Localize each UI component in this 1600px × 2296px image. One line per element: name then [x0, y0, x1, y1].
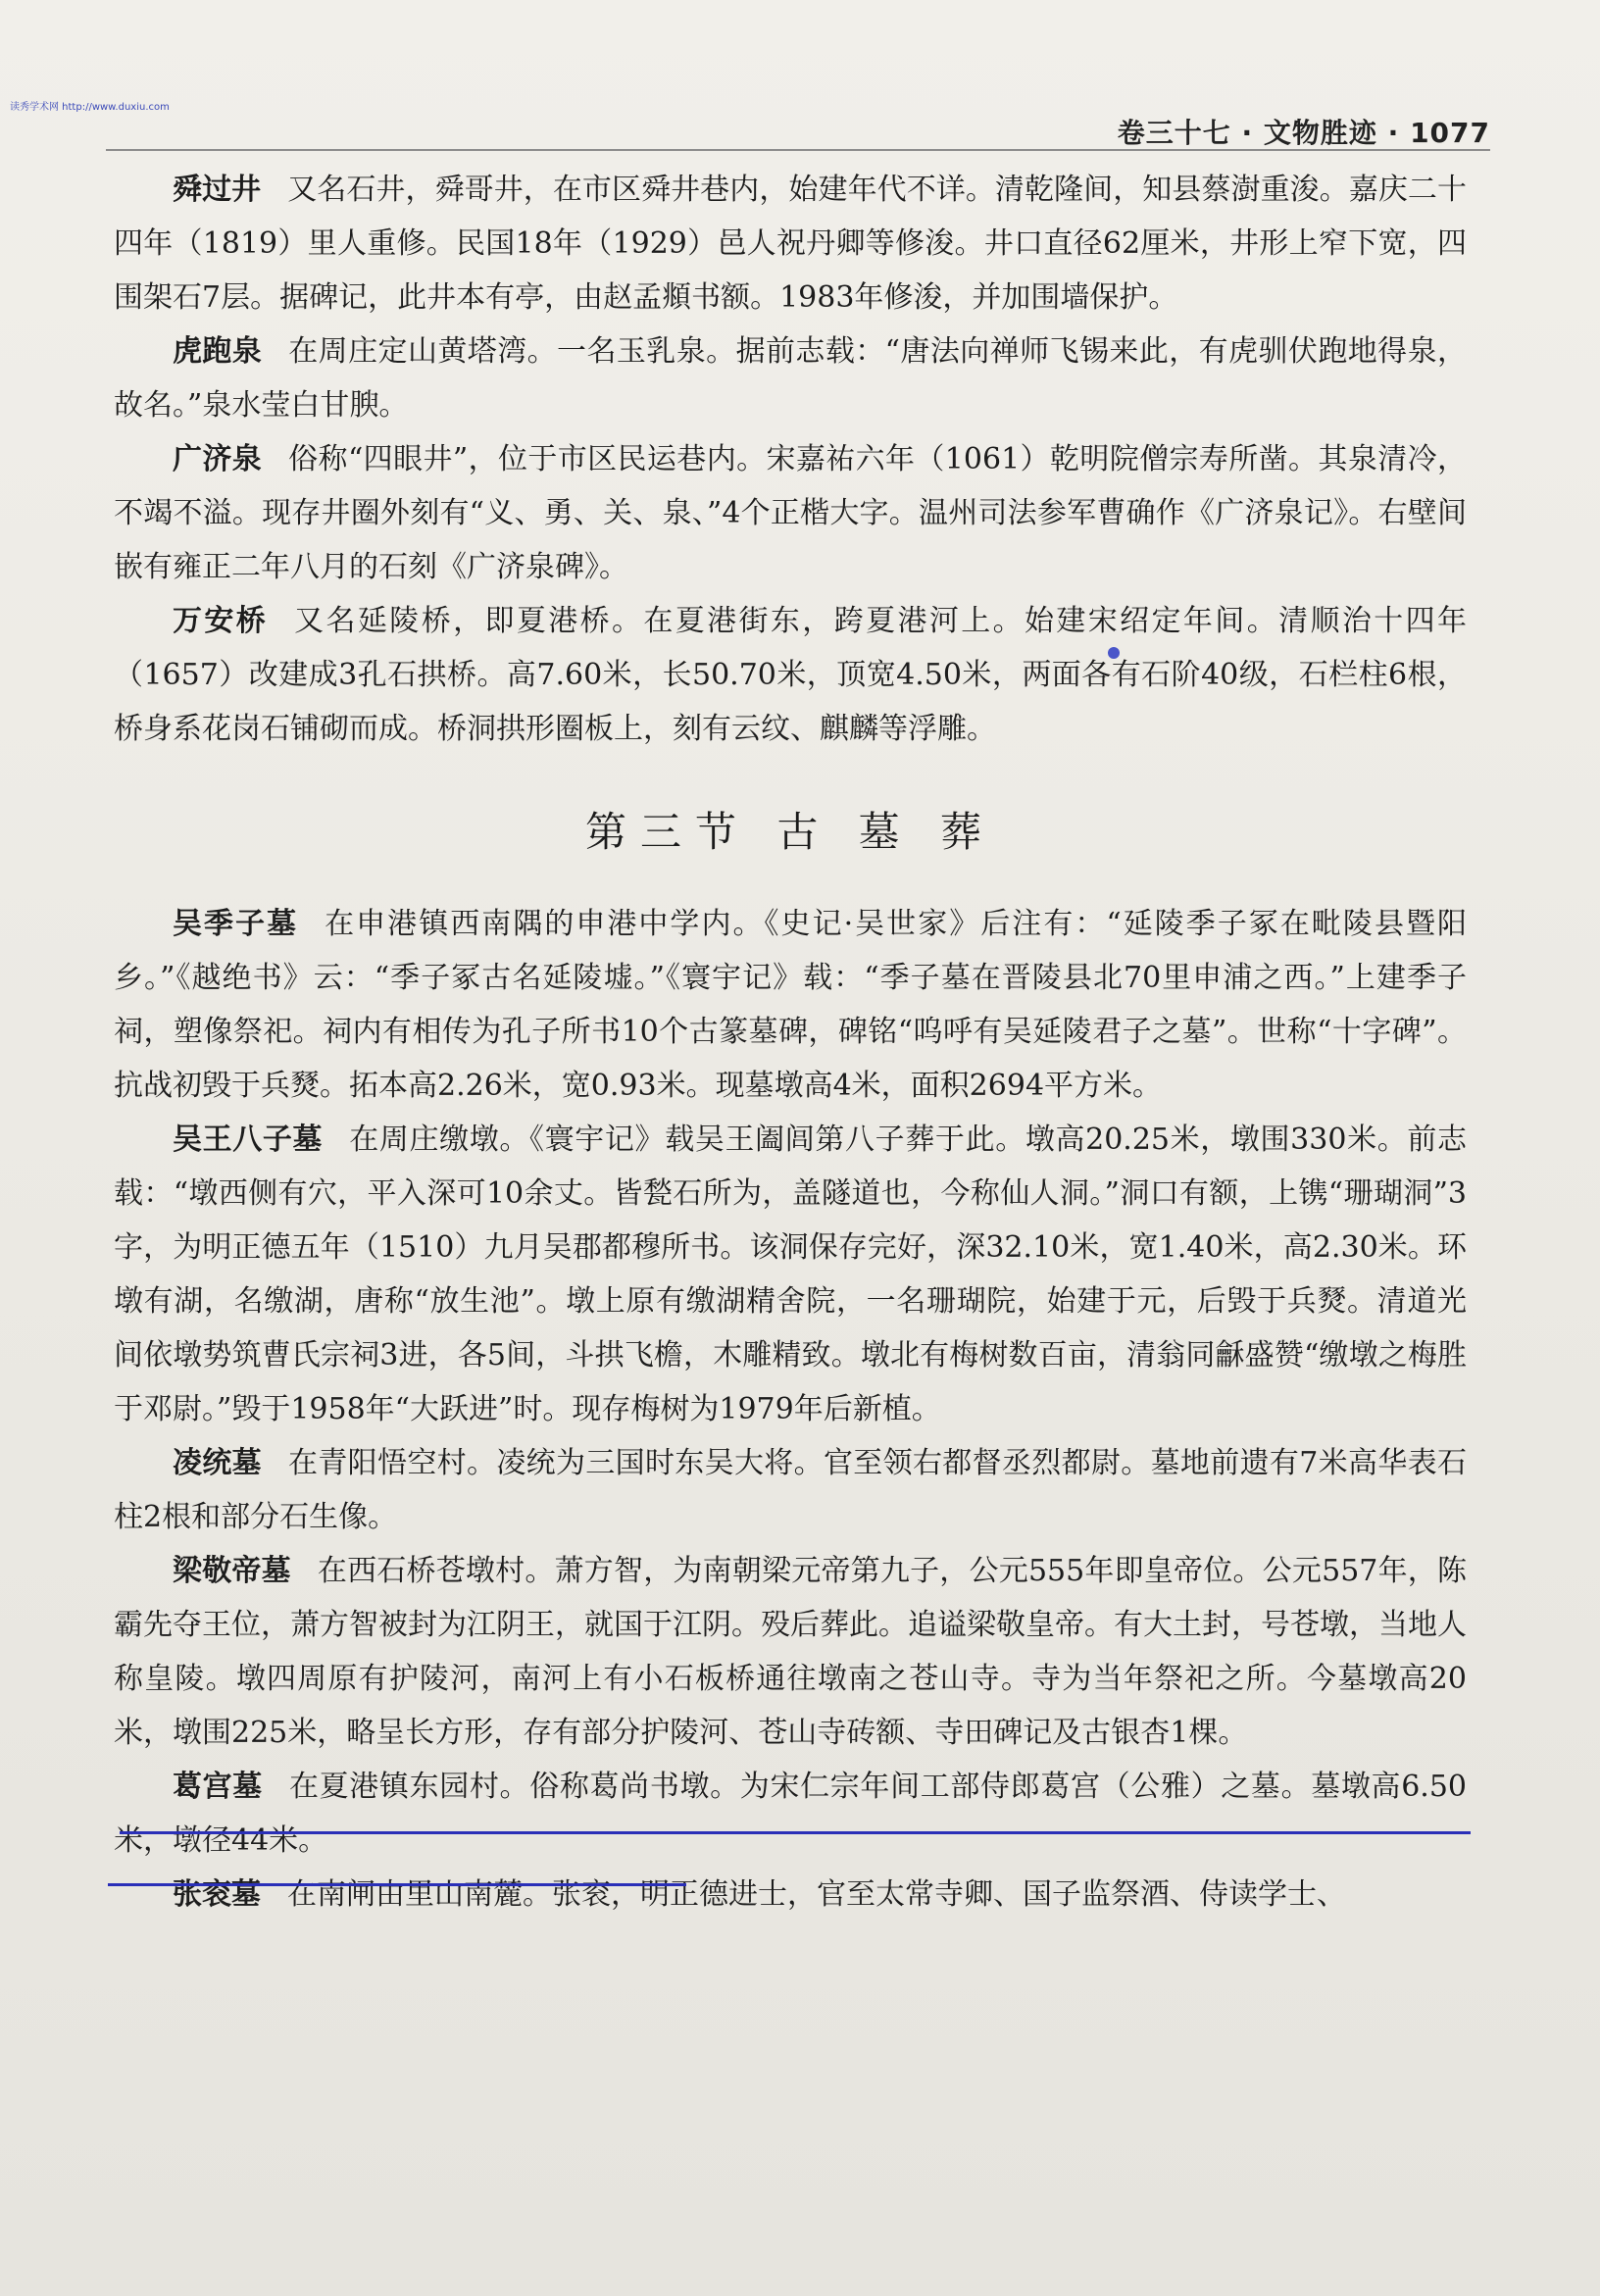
entry-text: 在周庄定山黄塔湾。一名玉乳泉。据前志载：“唐法向禅师飞锡来此，有虎驯伏跑地得泉，故名。”泉水莹白甘腴。: [114, 334, 1467, 423]
entry-text: 在西石桥苍墩村。萧方智，为南朝梁元帝第九子，公元555年即皇帝位。公元557年，陈霸先夺王位，萧方智被封为江阴王，就国于江阴。殁后葬此。追谥梁敬皇帝。有大土封，号苍墩，当地人称皇陵。墩四周原有护陵河，南河上有小石板桥通往墩南之苍山寺。寺为当年祭祀之所。今墓墩高20米，墩围225米，略呈长方形，存有部分护陵河、苍山寺砖额、寺田碑记及古银杏1棵。: [114, 1554, 1468, 1750]
entry-text: 在申港镇西南隅的申港中学内。《史记·吴世家》后注有：“延陵季子冢在毗陵县暨阳乡。”《越绝书》云：“季子冢古名延陵墟。”《寰宇记》载：“季子墓在晋陵县北70里申浦之西。”上建季子祠，塑像祭祀。祠内有相传为孔子所书10个古篆墓碑，碑铭“呜呼有吴延陵君子之墓”。世称“十字碑”。抗战初毁于兵燹。拓本高2.26米，宽0.93米。现墓墩高4米，面积2694平方米。: [114, 907, 1468, 1103]
entry-title: 虎跑泉: [173, 334, 263, 369]
entry-zhanggun-tomb: [114, 1868, 1467, 1922]
entry-wuwang-bazi-tomb: [114, 1113, 1467, 1436]
pen-underline: [120, 1831, 1471, 1834]
entry-gegong-tomb: [114, 1760, 1467, 1868]
entry-text: 在夏港镇东园村。俗称葛尚书墩。为宋仁宗年间工部侍郎葛宫（公雅）之墓。墓墩高6.50米，墩径44米。: [114, 1770, 1468, 1858]
entry-title: 吴季子墓: [173, 907, 299, 941]
entry-title: 万安桥: [173, 604, 269, 638]
header-separator: ·: [1241, 117, 1254, 149]
entry-text: 又名石井，舜哥井，在市区舜井巷内，始建年代不详。清乾隆间，知县蔡澍重浚。嘉庆二十四年（1819）里人重修。民国18年（1929）邑人祝丹卿等修浚。井口直径62厘米，井形上窄下宽，四围架石7层。据碑记，此井本有亭，由赵孟頫书额。1983年修浚，并加围墙保护。: [114, 173, 1468, 315]
entry-shunguojing: [114, 163, 1467, 324]
entry-title: 葛宫墓: [173, 1770, 263, 1804]
entry-text: 俗称“四眼井”，位于市区民运巷内。宋嘉祐六年（1061）乾明院僧宗寿所凿。其泉清冷，不竭不溢。现存井圈外刻有“义、勇、关、泉、”4个正楷大字。温州司法参军曹确作《广济泉记》。右壁间嵌有雍正二年八月的石刻《广济泉碑》。: [114, 442, 1467, 584]
entry-text: 在南闸由里山南麓。张衮，明正德进士，官至太常寺卿、国子监祭酒、侍读学士、: [287, 1877, 1346, 1912]
page-number: 1077: [1410, 117, 1490, 149]
header-rule: [106, 149, 1490, 151]
entry-hupaoquan: [114, 324, 1467, 432]
running-header: [1118, 112, 1490, 151]
entry-wujizi-tomb: [114, 897, 1467, 1113]
header-separator-2: ·: [1387, 117, 1400, 149]
entry-liang-jingdi-tomb: [114, 1544, 1467, 1760]
watermark: 读秀学术网 http://www.duxiu.com: [10, 102, 170, 113]
entry-title: 舜过井: [173, 173, 262, 207]
section-title: 第三节 古 墓 葬: [584, 808, 996, 856]
entry-wananqiao: [114, 594, 1467, 756]
entry-title: 广济泉: [173, 442, 263, 476]
entry-text: 在青阳悟空村。凌统为三国时东吴大将。官至领右都督丞烈都尉。墓地前遗有7米高华表石柱2根和部分石生像。: [114, 1446, 1467, 1534]
entry-title: 凌统墓: [173, 1446, 262, 1480]
entry-guangjiquan: [114, 432, 1467, 594]
entry-title: 张衮墓: [173, 1877, 261, 1912]
header-volume: 卷三十七: [1117, 117, 1231, 149]
entry-text: 在周庄缴墩。《寰宇记》载吴王阖闾第八子葬于此。墩高20.25米，墩围330米。前志载：“墩西侧有穴，平入深可10余丈。皆甃石所为，盖隧道也，今称仙人洞。”洞口有额，上镌“珊瑚洞”3字，为明正德五年（1510）九月吴郡都穆所书。该洞保存完好，深32.10米，宽1.40米，高2.30米。环墩有湖，名缴湖，唐称“放生池”。墩上原有缴湖精舍院，一名珊瑚院，始建于元，后毁于兵燹。清道光间依墩势筑曹氏宗祠3进，各5间，斗拱飞檐，木雕精致。墩北有梅树数百亩，清翁同龢盛赞“缴墩之梅胜于邓尉。”毁于1958年“大跃进”时。现存梅树为1979年后新植。: [114, 1123, 1467, 1426]
page-body: [114, 163, 1467, 1922]
entry-text: 又名延陵桥，即夏港桥。在夏港街东，跨夏港河上。始建宋绍定年间。清顺治十四年（1657）改建成3孔石拱桥。高7.60米，长50.70米，顶宽4.50米，两面各有石阶40级，石栏柱6根，桥身系花岗石铺砌而成。桥洞拱形圈板上，刻有云纹、麒麟等浮雕。: [114, 604, 1468, 746]
pen-underline: [108, 1883, 686, 1886]
entry-title: 梁敬帝墓: [173, 1554, 291, 1588]
entry-lingtong-tomb: [114, 1436, 1467, 1544]
entry-title: 吴王八子墓: [173, 1123, 324, 1157]
header-chapter: 文物胜迹: [1263, 117, 1377, 149]
